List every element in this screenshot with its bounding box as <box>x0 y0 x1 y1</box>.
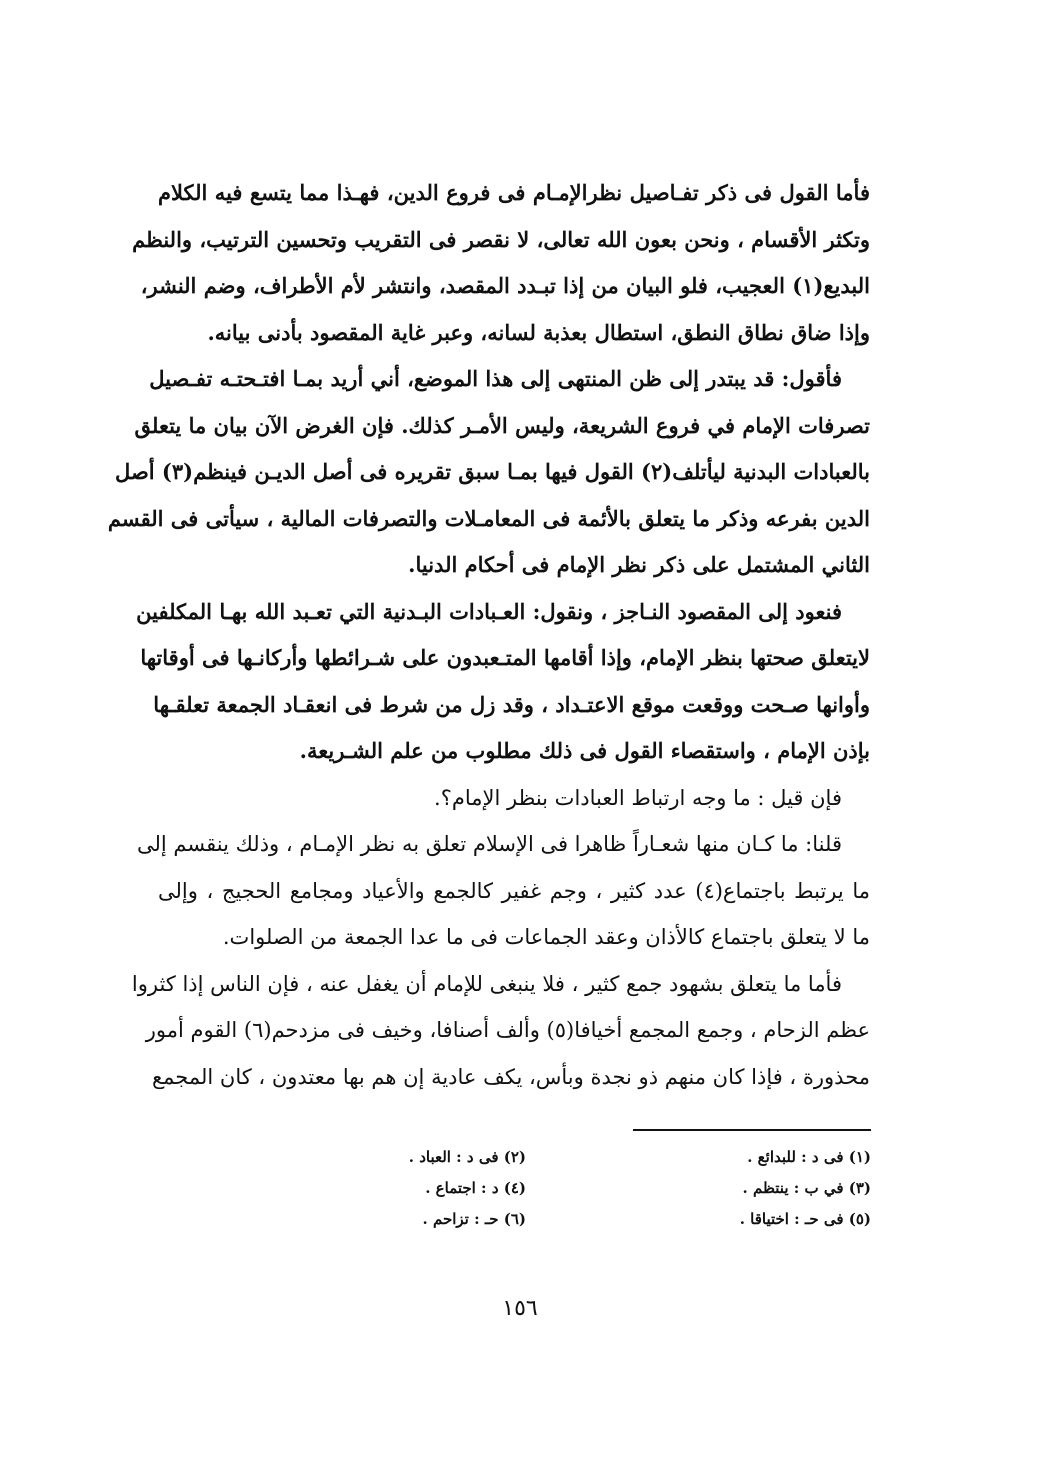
text-line: بالعبادات البدنية ليأتلف(٢) القول فيها بمـا سبق تقريره فى أصل الديـن فينظم(٣) أصل <box>115 459 870 484</box>
footnotes-left-column <box>200 1142 526 1235</box>
footnote: (٥) فى حـ : اختياقا . <box>739 1210 871 1228</box>
text-line: قلنا: ما كـان منها شعـاراً ظاهرا فى الإسلام تعلق به نظر الإمـام ، وذلك ينقسم إلى <box>137 832 842 856</box>
footnote: (١) فى د : للبدائع . <box>747 1148 871 1166</box>
footnote: (٦) حـ : تزاحم . <box>422 1210 526 1228</box>
footnotes-right-column <box>531 1142 871 1235</box>
text-line: فإن قيل : ما وجه ارتباط العبادات بنظر الإمام؟. <box>434 785 842 810</box>
text-line: ما يرتبط باجتماع(٤) عدد كثير ، وجم غفير كالجمع والأعياد ومجامع الحجيج ، وإلى <box>158 878 870 903</box>
text-line: بإذن الإمام ، واستقصاء القول فى ذلك مطلوب من علم الشـريعة. <box>299 738 870 763</box>
text-line: فنعود إلى المقصود النـاجز ، ونقول: العـبادات البـدنية التي تعـبد الله بهـا المكلفين <box>136 598 842 624</box>
text-line: محذورة ، فإذا كان منهم ذو نجدة وبأس، يكف عادية إن هم بها معتدون ، كان المجمع <box>151 1064 870 1089</box>
footnote-separator <box>633 1129 871 1131</box>
footnote: (٣) في ب : ينتظم . <box>742 1179 871 1197</box>
text-line: وأوانها صـحت ووقعت موقع الاعتـداد ، وقد زل من شرط فى انعقـاد الجمعة تعلقـها <box>153 691 870 717</box>
text-line: البديع(١) العجيب، فلو البيان من إذا تبـدد المقصد، وانتشر لأم الأطراف، وضم النشر، <box>140 273 870 298</box>
text-line: وتكثر الأقسام ، ونحن بعون الله تعالى، لا نقصر فى التقريب وتحسين الترتيب، والنظم <box>132 226 870 252</box>
footnote: (٢) فى د : العباد . <box>408 1148 526 1166</box>
text-line: لايتعلق صحتها بنظر الإمام، وإذا أقامها المتـعبدون على شـرائطها وأركانـها فى أوقاتها <box>140 645 870 670</box>
text-line: فأقول: قد يبتدر إلى ظن المنتهى إلى هذا الموضع، أني أريد بمـا افتـحتـه تفـصيل <box>149 366 842 391</box>
text-line: وإذا ضاق نطاق النطق، استطال بعذبة لسانه، وعبر غاية المقصود بأدنى بيانه. <box>207 319 870 345</box>
text-line: تصرفات الإمام في فروع الشريعة، وليس الأمـر كذلك. فإن الغرض الآن بيان ما يتعلق <box>134 412 870 438</box>
footnote: (٤) د : اجتماع . <box>425 1179 526 1197</box>
text-line: فأما القول فى ذكر تفـاصيل نظرالإمـام فى فروع الدين، فهـذا مما يتسع فيه الكلام <box>158 180 870 205</box>
text-line: الثاني المشتمل على ذكر نظر الإمام فى أحكام الدنيا. <box>408 552 870 577</box>
page-number: ١٥٦ <box>502 1296 538 1321</box>
text-line: الدين بفرعه وذكر ما يتعلق بالأئمة فى المعامـلات والتصرفات المالية ، سيأتى فى القسم <box>107 505 870 531</box>
text-line: ما لا يتعلق باجتماع كالأذان وعقد الجماعات فى ما عدا الجمعة من الصلوات. <box>222 925 870 949</box>
main-text-block <box>107 170 870 1100</box>
text-line: فأما ما يتعلق بشهود جمع كثير ، فلا ينبغى للإمام أن يغفل عنه ، فإن الناس إذا كثروا <box>131 971 842 996</box>
text-line: عظم الزحام ، وجمع المجمع أخيافا(٥) وألف أصنافا، وخيف فى مزدحم(٦) القوم أمور <box>145 1018 870 1042</box>
